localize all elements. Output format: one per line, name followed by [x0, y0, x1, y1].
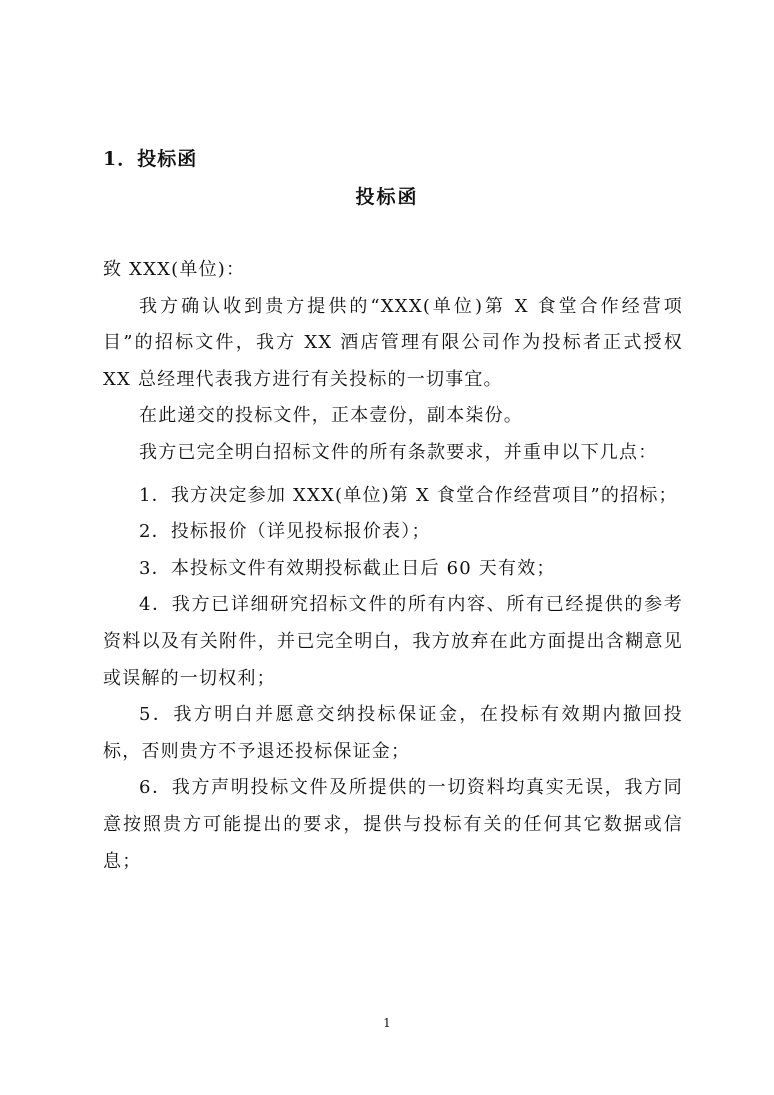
salutation: 致 XXX(单位)：	[103, 259, 246, 280]
paragraph: 我方已完全明白招标文件的所有条款要求，并重申以下几点：	[139, 441, 658, 463]
document-title: 投标函	[355, 186, 419, 208]
list-item: 5．我方明白并愿意交纳投标保证金，在投标有效期内撤回投标，否则贵方不予退还投标保证金；	[103, 704, 683, 762]
section-heading: 1．投标函	[103, 148, 198, 170]
list-item: 4．我方已详细研究招标文件的所有内容、所有已经提供的参考资料以及有关附件，并已完全明白，我方放弃在此方面提出含糊意见或误解的一切权利；	[103, 594, 683, 689]
page-number: 1	[383, 1016, 391, 1030]
list-item: 6．我方声明投标文件及所提供的一切资料均真实无误，我方同意按照贵方可能提出的要求，提供与投标有关的任何其它数据或信息；	[103, 777, 683, 872]
paragraph: 我方确认收到贵方提供的“XXX(单位)第 X 食堂合作经营项目”的招标文件，我方 XX 酒店管理有限公司作为投标者正式授权 XX 总经理代表我方进行有关投标的一切事宜。	[103, 295, 683, 390]
list-item: 1．我方决定参加 XXX(单位)第 X 食堂合作经营项目”的招标；	[139, 484, 678, 506]
list-item: 2．投标报价（详见投标报价表）；	[139, 521, 431, 543]
document-body	[103, 252, 683, 880]
paragraph: 在此递交的投标文件，正本壹份，副本柒份。	[139, 405, 523, 427]
list-item: 3．本投标文件有效期投标截止日后 60 天有效；	[139, 557, 556, 579]
